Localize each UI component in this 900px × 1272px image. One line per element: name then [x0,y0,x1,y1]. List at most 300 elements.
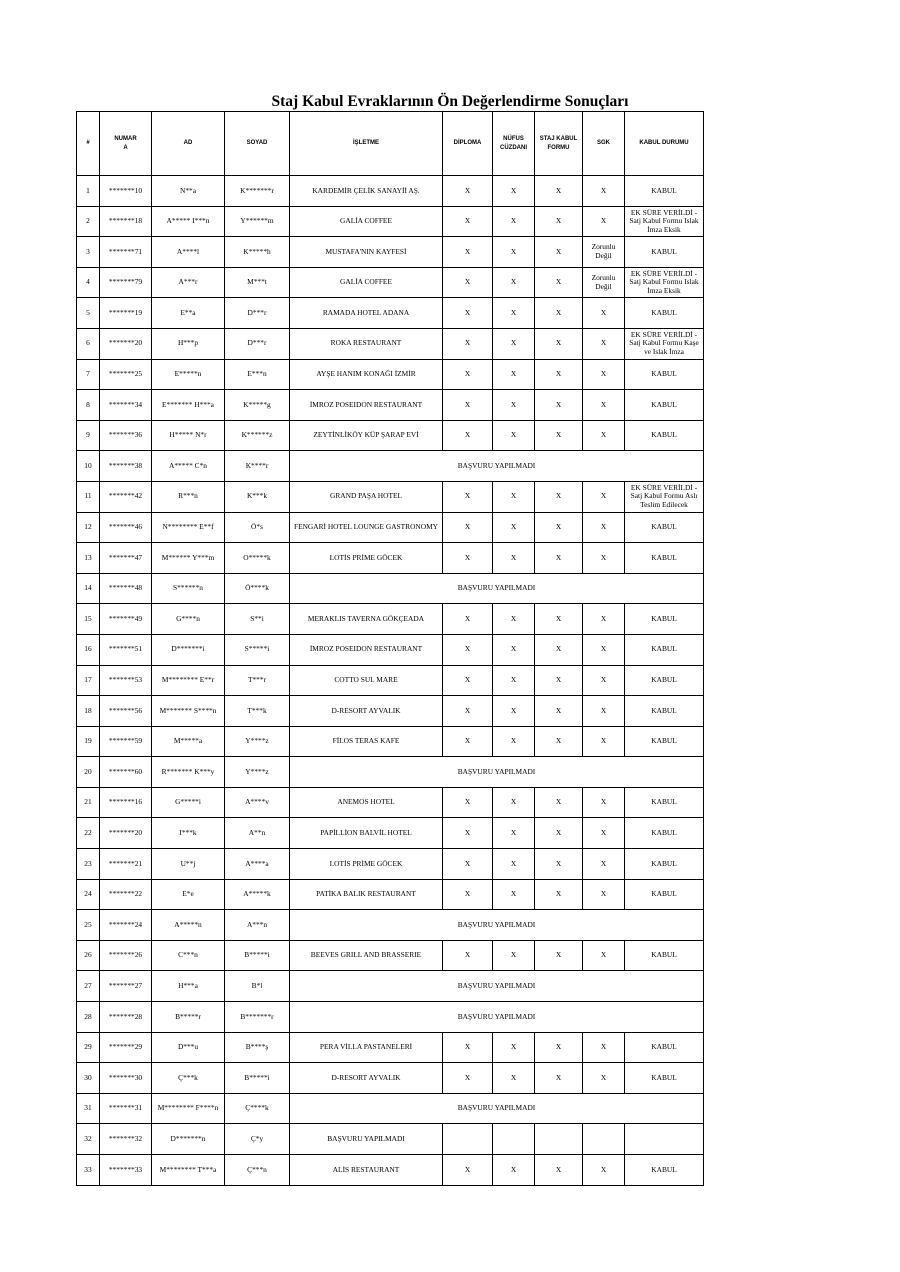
soyad-cell: K*****h [225,237,290,268]
numara-cell: *******27 [100,971,152,1002]
sgk-cell: X [583,940,625,971]
kabul-durumu-cell [625,1124,704,1155]
soyad-cell: A****v [225,787,290,818]
nufus-cell: X [493,726,535,757]
soyad-cell: Y****z [225,757,290,788]
soyad-cell: D***r [225,328,290,359]
diploma-cell: X [443,420,493,451]
ad-cell: R***n [152,481,225,512]
row-number-cell: 26 [77,940,100,971]
row-number-cell: 27 [77,971,100,1002]
numara-cell: *******36 [100,420,152,451]
diploma-cell [443,1124,493,1155]
table-row [77,910,704,941]
ad-cell: G*****i [152,787,225,818]
row-number-cell: 32 [77,1124,100,1155]
sgk-cell: X [583,298,625,329]
numara-cell: *******20 [100,818,152,849]
staj-cell: X [535,512,583,543]
isletme-cell: LOTİS PRİME GÖCEK [290,849,443,880]
header-sgk: SGK [583,112,625,176]
soyad-cell: A****a [225,849,290,880]
staj-cell: X [535,849,583,880]
sgk-cell: X [583,726,625,757]
isletme-cell: PATİKA BALIK RESTAURANT [290,879,443,910]
table-row [77,298,704,329]
header-no: # [77,112,100,176]
diploma-cell: X [443,237,493,268]
ad-cell: E*****n [152,359,225,390]
diploma-cell: X [443,604,493,635]
isletme-cell: FENGARİ HOTEL LOUNGE GASTRONOMY [290,512,443,543]
ad-cell: A***** I***n [152,206,225,237]
row-number-cell: 13 [77,543,100,574]
staj-cell: X [535,787,583,818]
sgk-cell [583,1124,625,1155]
table-row [77,757,704,788]
row-number-cell: 23 [77,849,100,880]
row-number-cell: 5 [77,298,100,329]
kabul-durumu-cell: KABUL [625,512,704,543]
ad-cell: E*e [152,879,225,910]
sgk-cell: X [583,818,625,849]
kabul-durumu-cell: KABUL [625,634,704,665]
staj-cell: X [535,359,583,390]
ad-cell: H***a [152,971,225,1002]
nufus-cell: X [493,1063,535,1094]
kabul-durumu-cell: EK SÜRE VERİLDİ - Satj Kabul Formu Kaşe ve Islak İmza [625,328,704,359]
status-merged-cell: BAŞVURU YAPILMADI [290,1093,704,1124]
row-number-cell: 24 [77,879,100,910]
ad-cell: G****n [152,604,225,635]
staj-cell: X [535,390,583,421]
ad-cell: H***p [152,328,225,359]
nufus-cell: X [493,359,535,390]
sgk-cell: X [583,543,625,574]
numara-cell: *******28 [100,1002,152,1033]
status-merged-cell: BAŞVURU YAPILMADI [290,1002,704,1033]
header-kabul-durumu: KABUL DURUMU [625,112,704,176]
soyad-cell: Ç****k [225,1093,290,1124]
header-numara: NUMAR A [100,112,152,176]
row-number-cell: 2 [77,206,100,237]
ad-cell: M*****a [152,726,225,757]
sgk-cell: X [583,359,625,390]
diploma-cell: X [443,543,493,574]
evaluation-table [76,111,704,1186]
diploma-cell: X [443,328,493,359]
isletme-cell: BAŞVURU YAPILMADI [290,1124,443,1155]
staj-cell: X [535,1155,583,1186]
nufus-cell: X [493,787,535,818]
table-row [77,726,704,757]
numara-cell: *******29 [100,1032,152,1063]
ad-cell: D*******i [152,634,225,665]
ad-cell: M****** Y***m [152,543,225,574]
row-number-cell: 7 [77,359,100,390]
staj-cell: X [535,665,583,696]
row-number-cell: 6 [77,328,100,359]
status-merged-cell: BAŞVURU YAPILMADI [290,451,704,482]
staj-cell: X [535,420,583,451]
numara-cell: *******16 [100,787,152,818]
soyad-cell: K*****g [225,390,290,421]
staj-cell: X [535,604,583,635]
row-number-cell: 10 [77,451,100,482]
sgk-cell: X [583,787,625,818]
row-number-cell: 29 [77,1032,100,1063]
table-row [77,1032,704,1063]
header-ad: AD [152,112,225,176]
sgk-cell: X [583,1063,625,1094]
numara-cell: *******79 [100,267,152,298]
diploma-cell: X [443,512,493,543]
sgk-cell: X [583,420,625,451]
header-soyad: SOYAD [225,112,290,176]
isletme-cell: COTTO SUL MARE [290,665,443,696]
diploma-cell: X [443,665,493,696]
table-row [77,451,704,482]
nufus-cell: X [493,940,535,971]
sgk-cell: X [583,849,625,880]
diploma-cell: X [443,1063,493,1094]
ad-cell: I***k [152,818,225,849]
numara-cell: *******30 [100,1063,152,1094]
isletme-cell: MUSTAFA'NIN KAYFESİ [290,237,443,268]
nufus-cell: X [493,298,535,329]
nufus-cell: X [493,512,535,543]
sgk-cell: X [583,696,625,727]
diploma-cell: X [443,267,493,298]
nufus-cell: X [493,543,535,574]
isletme-cell: ROKA RESTAURANT [290,328,443,359]
sgk-cell: X [583,512,625,543]
numara-cell: *******25 [100,359,152,390]
numara-cell: *******21 [100,849,152,880]
nufus-cell: X [493,1155,535,1186]
staj-cell: X [535,696,583,727]
soyad-cell: S**i [225,604,290,635]
staj-cell [535,1124,583,1155]
staj-cell: X [535,328,583,359]
row-number-cell: 12 [77,512,100,543]
sgk-cell: X [583,481,625,512]
diploma-cell: X [443,481,493,512]
numara-cell: *******20 [100,328,152,359]
row-number-cell: 16 [77,634,100,665]
isletme-cell: FİLOS TERAS KAFE [290,726,443,757]
table-row [77,787,704,818]
numara-cell: *******38 [100,451,152,482]
status-merged-cell: BAŞVURU YAPILMADI [290,573,704,604]
table-row [77,1093,704,1124]
staj-cell: X [535,634,583,665]
soyad-cell: Ç*y [225,1124,290,1155]
diploma-cell: X [443,726,493,757]
kabul-durumu-cell: KABUL [625,1032,704,1063]
soyad-cell: B*l [225,971,290,1002]
diploma-cell: X [443,298,493,329]
diploma-cell: X [443,176,493,207]
nufus-cell: X [493,696,535,727]
kabul-durumu-cell: EK SÜRE VERİLDİ - Satj Kabul Formu Islak İmza Eksik [625,206,704,237]
table-row [77,879,704,910]
ad-cell: S******n [152,573,225,604]
table-row [77,237,704,268]
row-number-cell: 17 [77,665,100,696]
kabul-durumu-cell: KABUL [625,818,704,849]
row-number-cell: 4 [77,267,100,298]
sgk-cell: X [583,176,625,207]
nufus-cell: X [493,237,535,268]
kabul-durumu-cell: KABUL [625,298,704,329]
table-header-row [77,112,704,176]
kabul-durumu-cell: KABUL [625,390,704,421]
numara-cell: *******10 [100,176,152,207]
numara-cell: *******48 [100,573,152,604]
isletme-cell: D-RESORT AYVALIK [290,696,443,727]
table-row [77,390,704,421]
diploma-cell: X [443,359,493,390]
kabul-durumu-cell: KABUL [625,787,704,818]
staj-cell: X [535,176,583,207]
ad-cell: M******** T***a [152,1155,225,1186]
soyad-cell: A**n [225,818,290,849]
isletme-cell: KARDEMİR ÇELİK SANAYİİ AŞ. [290,176,443,207]
page-title: Staj Kabul Evraklarının Ön Değerlendirme Sonuçları [271,93,629,110]
numara-cell: *******22 [100,879,152,910]
isletme-cell: PAPİLLİON BALVİL HOTEL [290,818,443,849]
nufus-cell: X [493,879,535,910]
staj-cell: X [535,237,583,268]
soyad-cell: A***n [225,910,290,941]
soyad-cell: Y******m [225,206,290,237]
kabul-durumu-cell: KABUL [625,1063,704,1094]
soyad-cell: Y****z [225,726,290,757]
table-row [77,481,704,512]
numara-cell: *******32 [100,1124,152,1155]
numara-cell: *******47 [100,543,152,574]
ad-cell: Ç***k [152,1063,225,1094]
sgk-cell: X [583,634,625,665]
diploma-cell: X [443,787,493,818]
numara-cell: *******18 [100,206,152,237]
row-number-cell: 21 [77,787,100,818]
isletme-cell: LOTİS PRİME GÖCEK [290,543,443,574]
numara-cell: *******53 [100,665,152,696]
staj-cell: X [535,298,583,329]
table-row [77,696,704,727]
table-row [77,1124,704,1155]
table-row [77,267,704,298]
kabul-durumu-cell: EK SÜRE VERİLDİ - Satj Kabul Formu Aslı Teslim Edilecek [625,481,704,512]
isletme-cell: PERA VİLLA PASTANELERİ [290,1032,443,1063]
diploma-cell: X [443,940,493,971]
nufus-cell: X [493,390,535,421]
kabul-durumu-cell: KABUL [625,543,704,574]
isletme-cell: İMROZ POSEIDON RESTAURANT [290,634,443,665]
ad-cell: H***** N*r [152,420,225,451]
diploma-cell: X [443,1155,493,1186]
isletme-cell: MERAKLIS TAVERNA GÖKÇEADA [290,604,443,635]
diploma-cell: X [443,849,493,880]
nufus-cell: X [493,818,535,849]
numara-cell: *******71 [100,237,152,268]
sgk-cell: X [583,665,625,696]
sgk-cell: X [583,1155,625,1186]
diploma-cell: X [443,634,493,665]
sgk-cell: Zorunlu Değil [583,267,625,298]
kabul-durumu-cell: KABUL [625,1155,704,1186]
table-row [77,359,704,390]
numara-cell: *******19 [100,298,152,329]
soyad-cell: B*******r [225,1002,290,1033]
staj-cell: X [535,481,583,512]
ad-cell: E**a [152,298,225,329]
isletme-cell: RAMADA HOTEL ADANA [290,298,443,329]
soyad-cell: O*****k [225,543,290,574]
diploma-cell: X [443,390,493,421]
row-number-cell: 28 [77,1002,100,1033]
isletme-cell: BEEVES GRILL AND BRASSERIE [290,940,443,971]
nufus-cell: X [493,604,535,635]
ad-cell: A***r [152,267,225,298]
staj-cell: X [535,818,583,849]
status-merged-cell: BAŞVURU YAPILMADI [290,910,704,941]
soyad-cell: T***k [225,696,290,727]
ad-cell: D***u [152,1032,225,1063]
kabul-durumu-cell: KABUL [625,237,704,268]
nufus-cell: X [493,665,535,696]
diploma-cell: X [443,818,493,849]
kabul-durumu-cell: EK SÜRE VERİLDİ - Satj Kabul Formu Islak İmza Eksik [625,267,704,298]
nufus-cell: X [493,1032,535,1063]
staj-cell: X [535,543,583,574]
sgk-cell: X [583,390,625,421]
diploma-cell: X [443,879,493,910]
soyad-cell: B*****i [225,1063,290,1094]
numara-cell: *******42 [100,481,152,512]
kabul-durumu-cell: KABUL [625,696,704,727]
kabul-durumu-cell: KABUL [625,849,704,880]
row-number-cell: 9 [77,420,100,451]
row-number-cell: 25 [77,910,100,941]
header-nufus: NÜFUS CÜZDANI [493,112,535,176]
numara-cell: *******51 [100,634,152,665]
kabul-durumu-cell: KABUL [625,359,704,390]
kabul-durumu-cell: KABUL [625,420,704,451]
numara-cell: *******49 [100,604,152,635]
diploma-cell: X [443,206,493,237]
row-number-cell: 3 [77,237,100,268]
ad-cell: R******* K***y [152,757,225,788]
diploma-cell: X [443,1032,493,1063]
nufus-cell: X [493,634,535,665]
nufus-cell: X [493,206,535,237]
isletme-cell: ANEMOS HOTEL [290,787,443,818]
table-row [77,573,704,604]
soyad-cell: A*****k [225,879,290,910]
soyad-cell: Ç***n [225,1155,290,1186]
ad-cell: M******** F****n [152,1093,225,1124]
row-number-cell: 19 [77,726,100,757]
staj-cell: X [535,1063,583,1094]
table-row [77,1155,704,1186]
nufus-cell: X [493,481,535,512]
table-row [77,634,704,665]
ad-cell: M******** E**r [152,665,225,696]
table-row [77,818,704,849]
kabul-durumu-cell: KABUL [625,940,704,971]
table-row [77,665,704,696]
isletme-cell: ALİS RESTAURANT [290,1155,443,1186]
isletme-cell: D-RESORT AYVALIK [290,1063,443,1094]
kabul-durumu-cell: KABUL [625,665,704,696]
isletme-cell: AYŞE HANIM KONAĞI İZMİR [290,359,443,390]
sgk-cell: X [583,1032,625,1063]
header-staj-kabul: STAJ KABUL FORMU [535,112,583,176]
staj-cell: X [535,267,583,298]
row-number-cell: 1 [77,176,100,207]
row-number-cell: 15 [77,604,100,635]
soyad-cell: K****r [225,451,290,482]
soyad-cell: K******z [225,420,290,451]
staj-cell: X [535,726,583,757]
kabul-durumu-cell: KABUL [625,879,704,910]
ad-cell: A****l [152,237,225,268]
table-row [77,1063,704,1094]
soyad-cell: S*****i [225,634,290,665]
numara-cell: *******46 [100,512,152,543]
numara-cell: *******33 [100,1155,152,1186]
isletme-cell: ZEYTİNLİKÖY KÜP ŞARAP EVİ [290,420,443,451]
sgk-cell: X [583,206,625,237]
sgk-cell: X [583,328,625,359]
nufus-cell: X [493,176,535,207]
table-row [77,971,704,1002]
isletme-cell: GALİA COFFEE [290,267,443,298]
sgk-cell: Zorunlu Değil [583,237,625,268]
kabul-durumu-cell: KABUL [625,726,704,757]
nufus-cell: X [493,328,535,359]
soyad-cell: B****ş [225,1032,290,1063]
header-diploma: DİPLOMA [443,112,493,176]
ad-cell: D*******n [152,1124,225,1155]
row-number-cell: 11 [77,481,100,512]
ad-cell: A*****n [152,910,225,941]
kabul-durumu-cell: KABUL [625,604,704,635]
table-row [77,328,704,359]
staj-cell: X [535,206,583,237]
numara-cell: *******31 [100,1093,152,1124]
soyad-cell: K*******r [225,176,290,207]
ad-cell: N******** E**f [152,512,225,543]
status-merged-cell: BAŞVURU YAPILMADI [290,971,704,1002]
table-row [77,512,704,543]
table-row [77,543,704,574]
ad-cell: A***** C*n [152,451,225,482]
row-number-cell: 30 [77,1063,100,1094]
soyad-cell: D***r [225,298,290,329]
nufus-cell [493,1124,535,1155]
isletme-cell: GRAND PAŞA HOTEL [290,481,443,512]
soyad-cell: M***t [225,267,290,298]
table-row [77,420,704,451]
numara-cell: *******56 [100,696,152,727]
numara-cell: *******59 [100,726,152,757]
soyad-cell: Ö*s [225,512,290,543]
soyad-cell: B*****i [225,940,290,971]
